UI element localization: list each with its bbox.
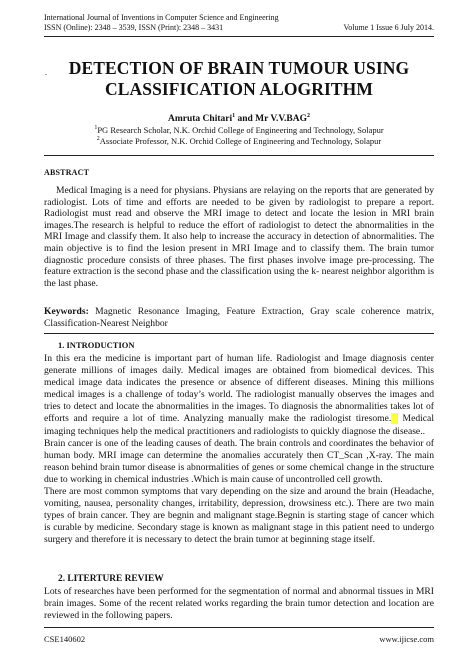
- stray-mark: .: [45, 68, 47, 77]
- affiliation-2-text: Associate Professor, N.K. Orchid College of Engineering and Technology, Solapur: [99, 136, 382, 146]
- section-2-heading: 2. LITERTURE REVIEW: [58, 574, 164, 584]
- introduction-body: [44, 353, 434, 547]
- journal-header: [44, 13, 434, 33]
- affiliation-2: [44, 136, 434, 146]
- highlight-mark: [391, 413, 398, 424]
- intro-paragraph-2: Brain cancer is one of the leading causes of death. The brain controls and coordinates the behavior of human body. MRI image can determine the anomalies accurately then CT_Scan ,X-ray. The main reason behind brain tumor disease is abnormalities of genes or some chemical change in the structure due to working in chemical industries .Which is main cause of uncontrolled cell growth.: [44, 437, 434, 485]
- author-1-sup: 1: [232, 113, 236, 119]
- intro-paragraph-1: [44, 353, 434, 438]
- affiliation-1: [44, 125, 434, 135]
- abstract-heading: ABSTRACT: [44, 168, 90, 177]
- footer-rule: [44, 627, 434, 628]
- intro-paragraph-3: There are most common symptoms that vary depending on the size and around the brain (Headache, vomiting, nausea, personality changes, irritability, depression, drowsiness etc.). There are two main types of brain cancer. They are begnin and malignant stage.Begnin is starting stage of cancer which is curable by medicine. Secondary stage is known as malignant stage in this patient need to undergo surgery and therefore it is necessary to detect the brain tumor at beginning stage itself.: [44, 486, 434, 546]
- abstract-body: [44, 185, 434, 289]
- keywords-text: Magnetic Resonance Imaging, Feature Extraction, Gray scale coherence matrix, Classification-Nearest Neighbor: [44, 306, 434, 329]
- affiliation-1-text: PG Research Scholar, N.K. Orchid College of Engineering and Technology, Solapur: [97, 125, 384, 135]
- intro-p1-text: In this era the medicine is important part of human life. Radiologist and Image diagnosis center generate millions of images daily. Medical images are obtained from biomedical devices. This medical image data indicates the presence or absence of different diseases. Mining this millions medical images is a challenge of today’s world. The radiologist manually observes the images and tries to detect and locate the abnormalities in the images. To diagnosis the abnormalities takes lot of efforts and require a lot of time. Analyzing manually make the radiologist tiresome.: [44, 353, 434, 425]
- abstract-text: Medical Imaging is a need for physians. Physians are relaying on the reports that are generated by radiologist. Lots of time and efforts are needed to be given by radiologist to prepare a report. Radiologist must read and observe the MRI image to detect and locate the lesion in MRI brain images.The research is helpful to reduce the effort of radiologist to detect the abnormalities in the MRI Image and classify them. It also help to increase the accuracy in detection of abnormalities. The main objective is to find the lesion present in MRI Image and to classify them. The brain tumor diagnostic procedure consists of three phases. The first phases involve image pre-processing. The feature extraction is the second phase and the classification using the k- nearest neighbor algorithm is the last phase.: [44, 185, 434, 289]
- author-2-sup: 2: [307, 113, 310, 119]
- header-rule: [44, 36, 434, 37]
- intro-p1-text-after: Medical imaging techniques help the medical practitioners and radiologists to quickly diagnose the disease..: [44, 413, 434, 437]
- journal-issn: ISSN (Online): 2348 – 3539, ISSN (Print): 2348 – 3431: [44, 23, 224, 32]
- section-1-heading: 1. INTRODUCTION: [58, 340, 135, 350]
- journal-volume: Volume 1 Issue 6 July 2014.: [343, 23, 434, 32]
- author-line: [44, 113, 434, 124]
- abstract-bottom-rule: [44, 333, 434, 334]
- literature-review-body: [44, 586, 434, 622]
- keywords-label: Keywords:: [44, 306, 89, 317]
- review-paragraph-1: Lots of researches have been performed for the segmentation of normal and abnormal tissues in MRI brain images. Some of the recent related works regarding the brain tumor detection and location are reviewed in the following papers.: [44, 586, 434, 621]
- paper-title: [44, 58, 434, 100]
- title-line-1: DETECTION OF BRAIN TUMOUR USING: [68, 58, 410, 78]
- abstract-top-rule: [44, 155, 434, 156]
- affiliation-1-sup: 1: [94, 125, 98, 132]
- footer-website: www.ijicse.com: [379, 634, 434, 644]
- author-joiner: and Mr V.V.BAG: [235, 114, 307, 125]
- journal-name: International Journal of Inventions in Computer Science and Engineering: [44, 13, 279, 22]
- affiliation-2-sup: 2: [96, 136, 100, 143]
- keywords-block: [44, 306, 434, 329]
- title-line-2: CLASSIFICATION ALOGRITHM: [104, 79, 374, 99]
- author-1: Amruta Chitari: [167, 114, 233, 125]
- footer-paper-id: CSE140602: [44, 634, 86, 644]
